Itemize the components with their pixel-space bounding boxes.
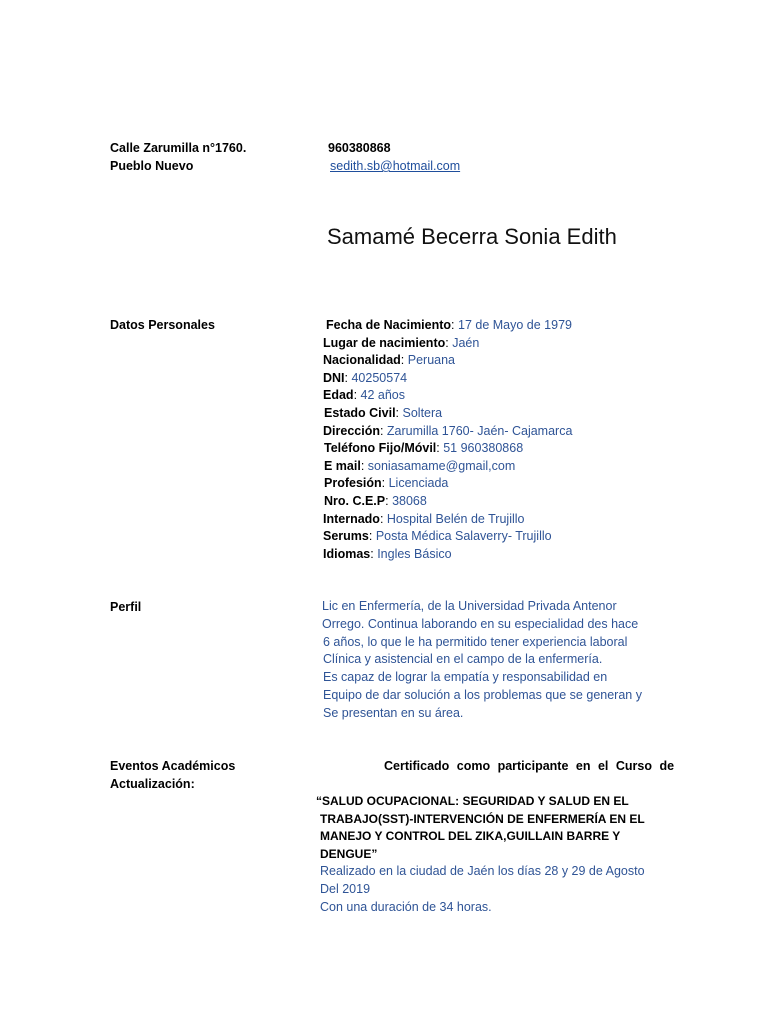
field-separator: :: [379, 511, 387, 526]
profile-line: Equipo de dar solución a los problemas que se generan y: [323, 687, 642, 702]
section-label-update: Actualización:: [110, 777, 195, 791]
field-separator: :: [451, 318, 458, 332]
certificate-intro: Certificado como participante en el Curso de: [384, 759, 675, 773]
personal-field-label: Profesión: [324, 476, 382, 491]
course-title-line: DENGUE”: [320, 846, 378, 861]
personal-field-row: [323, 387, 405, 405]
person-name: Samamé Becerra Sonia Edith: [327, 224, 617, 249]
personal-field-value: Hospital Belén de Trujillo: [386, 511, 525, 526]
personal-field-row: [323, 370, 407, 388]
profile-line: Clínica y asistencial en el campo de la enfermería.: [323, 652, 603, 667]
field-separator: :: [353, 388, 361, 403]
personal-field-row: [324, 440, 523, 458]
personal-field-value: Zarumilla 1760- Jaén- Cajamarca: [386, 423, 573, 438]
personal-field-row: [324, 405, 442, 423]
personal-field-value: Jaén: [452, 335, 480, 350]
address-line-2: Pueblo Nuevo: [110, 159, 194, 173]
course-detail-line: Del 2019: [320, 881, 371, 896]
personal-field-row: [323, 335, 479, 353]
field-separator: :: [400, 353, 408, 368]
field-separator: :: [395, 406, 403, 420]
personal-field-label: Edad: [323, 388, 354, 403]
course-title-line: MANEJO Y CONTROL DEL ZIKA,GUILLAIN BARRE Y: [320, 829, 621, 844]
personal-field-value: soniasamame@gmail,com: [367, 458, 516, 473]
section-label-personal: Datos Personales: [110, 318, 215, 332]
section-label-profile: Perfil: [110, 600, 142, 614]
personal-field-label: Lugar de nacimiento: [323, 335, 446, 350]
address-line-1: Calle Zarumilla n°1760.: [110, 141, 247, 155]
field-separator: :: [344, 370, 352, 385]
course-detail-line: Con una duración de 34 horas.: [320, 899, 492, 914]
personal-field-label: Teléfono Fijo/Móvil: [324, 441, 437, 456]
personal-field-label: E mail: [324, 458, 361, 473]
field-separator: :: [436, 441, 444, 456]
personal-field-label: Internado: [323, 511, 380, 526]
personal-field-label: Nro. C.E.P: [324, 494, 386, 508]
personal-field-label: Serums: [323, 529, 369, 544]
course-title: [316, 793, 645, 863]
course-details: [320, 863, 645, 916]
field-separator: :: [385, 494, 393, 508]
personal-field-row: [323, 511, 524, 529]
section-label-events: Eventos Académicos: [110, 759, 236, 773]
personal-field-row: [323, 352, 455, 370]
profile-line: 6 años, lo que le ha permitido tener experiencia laboral: [323, 634, 628, 649]
field-separator: :: [379, 423, 387, 438]
course-detail-line: Realizado en la ciudad de Jaén los días 28 y 29 de Agosto: [320, 864, 645, 878]
profile-line: Se presentan en su área.: [323, 705, 464, 720]
personal-field-row: [326, 317, 572, 335]
personal-field-value: 40250574: [351, 370, 408, 385]
personal-field-row: [324, 458, 515, 476]
phone-number: 960380868: [328, 141, 391, 155]
personal-field-value: Ingles Básico: [377, 546, 452, 561]
personal-field-row: [324, 475, 448, 493]
course-title-line: TRABAJO(SST)-INTERVENCIÓN DE ENFERMERÍA EN EL: [320, 811, 645, 826]
personal-field-value: 38068: [392, 494, 427, 508]
personal-field-row: [324, 493, 427, 511]
personal-field-value: 51 960380868: [443, 441, 524, 456]
personal-field-value: 42 años: [360, 388, 405, 403]
course-title-line: “SALUD OCUPACIONAL: SEGURIDAD Y SALUD EN EL: [316, 794, 629, 808]
profile-line: Lic en Enfermería, de la Universidad Privada Antenor: [322, 599, 617, 613]
personal-field-value: Peruana: [407, 353, 456, 368]
field-separator: :: [360, 458, 368, 473]
field-separator: :: [368, 529, 376, 544]
personal-field-label: Dirección: [323, 423, 380, 438]
personal-field-row: [323, 528, 552, 546]
personal-field-label: DNI: [323, 370, 345, 385]
personal-field-value: Licenciada: [388, 476, 449, 491]
profile-line: Orrego. Continua laborando en su especialidad des hace: [322, 616, 639, 631]
personal-field-value: Soltera: [402, 406, 443, 420]
personal-field-label: Estado Civil: [324, 406, 396, 420]
personal-field-row: [323, 423, 572, 441]
personal-field-value: Posta Médica Salaverry- Trujillo: [375, 529, 552, 544]
field-separator: :: [445, 335, 453, 350]
profile-line: Es capaz de lograr la empatía y responsabilidad en: [323, 670, 608, 685]
personal-field-label: Fecha de Nacimiento: [326, 318, 452, 332]
personal-field-label: Idiomas: [323, 546, 371, 561]
email-link[interactable]: sedith.sb@hotmail.com: [330, 159, 461, 173]
field-separator: :: [370, 546, 378, 561]
personal-field-row: [323, 546, 452, 564]
personal-field-label: Nacionalidad: [323, 353, 401, 368]
field-separator: :: [381, 476, 389, 491]
personal-field-value: 17 de Mayo de 1979: [458, 318, 572, 332]
profile-text: [322, 598, 642, 723]
